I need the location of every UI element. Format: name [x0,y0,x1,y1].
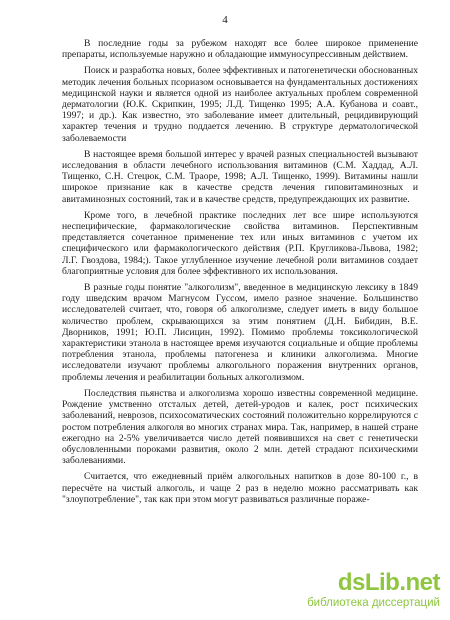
page-number: 4 [222,14,228,26]
dslib-watermark [260,570,440,614]
logo-tld: net [405,569,440,596]
logo-main-text: dsLib [337,569,400,596]
paragraph-7: Считается, что ежедневный приём алкогольных напитков в дозе 80-100 г., в пересчёте на чистый алкоголь, и чаще 2 раз в неделю можно рассматривать как "злоупотребление", так как при этом могут развиваться различные пораже- [62,471,418,505]
logo-dot: . [399,569,406,596]
dslib-logo [338,570,440,596]
paragraph-1: В последние годы за рубежом находят все более широкое применение препараты, используемые наружно и обладающие иммуносупрессивным действием. [62,38,418,61]
document-body [62,38,418,510]
paragraph-2: Поиск и разработка новых, более эффективных и патогенетически обоснованных методик лечения больных псориазом основывается на фундаментальных достижениях медицинской науки и является одной из наиболее актуальных проблем современной дерматологии (Ю.К. Скрипкин, 1995; Л.Д. Тищенко 1995; А.А. Кубанова и соавт., 1997; и др.). Как известно, это заболевание имеет длительный, рецидивирующий характер течения и трудно поддается лечению. В структуре дерматологической заболеваемости [62,65,418,144]
paragraph-4: Кроме того, в лечебной практике последних лет все шире используются неспецифические, фармакологические свойства витаминов. Перспективным представляется сочетанное применение тех или иных витаминов с учетом их специфического или фармакологического действия (Р.П. Кругликова-Львова, 1982; Л.Г. Гвоздова, 1984;). Такое углубленное изучение лечебной роли витаминов создает благоприятные условия для более эффективного их использования. [62,209,418,277]
watermark-caption: библиотека диссертаций [307,597,440,609]
paragraph-5: В разные годы понятие "алкоголизм", введенное в медицинскую лексику в 1849 году шведским врачом Магнусом Гуссом, имело разное значение. Большинство исследователей считает, что, говоря об алкоголизме, следует иметь в виду большое количество проблем, скрывающихся за этим понятием (Д.Н. Бибидин, В.Е. Дворников, 1991; Ю.П. Лисицин, 1992). Помимо проблемы токсикологической характеристики этанола в настоящее время изучаются социальные и общие проблемы потребления этанола, проблемы патогенеза и клиники алкоголизма. Многие исследователи изучают проблемы алкогольного поражения внутренних органов, проблемы лечения и реабилитации больных алкоголизмом. [62,282,418,383]
paragraph-3: В настоящее время большой интерес у врачей разных специальностей вызывают исследования в области лечебного использования витаминов (С.М. Хаддад, А.Л. Тищенко, С.Н. Стецюк, С.М. Траоре, 1998; А.Л. Тищенко, 1999). Витамины нашли широкое признание как в качестве средств лечения гиповитаминозных и авитаминозных состояний, так и в качестве средств, предупреждающих их развитие. [62,148,418,205]
paragraph-6: Последствия пьянства и алкоголизма хорошо известны современной медицине. Рождение умственно отсталых детей, детей-уродов и калек, рост психических заболеваний, неврозов, психосоматических состояний положительно коррелируются с ростом потребления алкоголя во многих странах мира. Так, например, в нашей стране ежегодно на 2-5% увеличивается число детей появившихся на свет с генетически обусловленными пороками развития, около 2 млн. детей страдают психическими заболеваниями. [62,387,418,467]
